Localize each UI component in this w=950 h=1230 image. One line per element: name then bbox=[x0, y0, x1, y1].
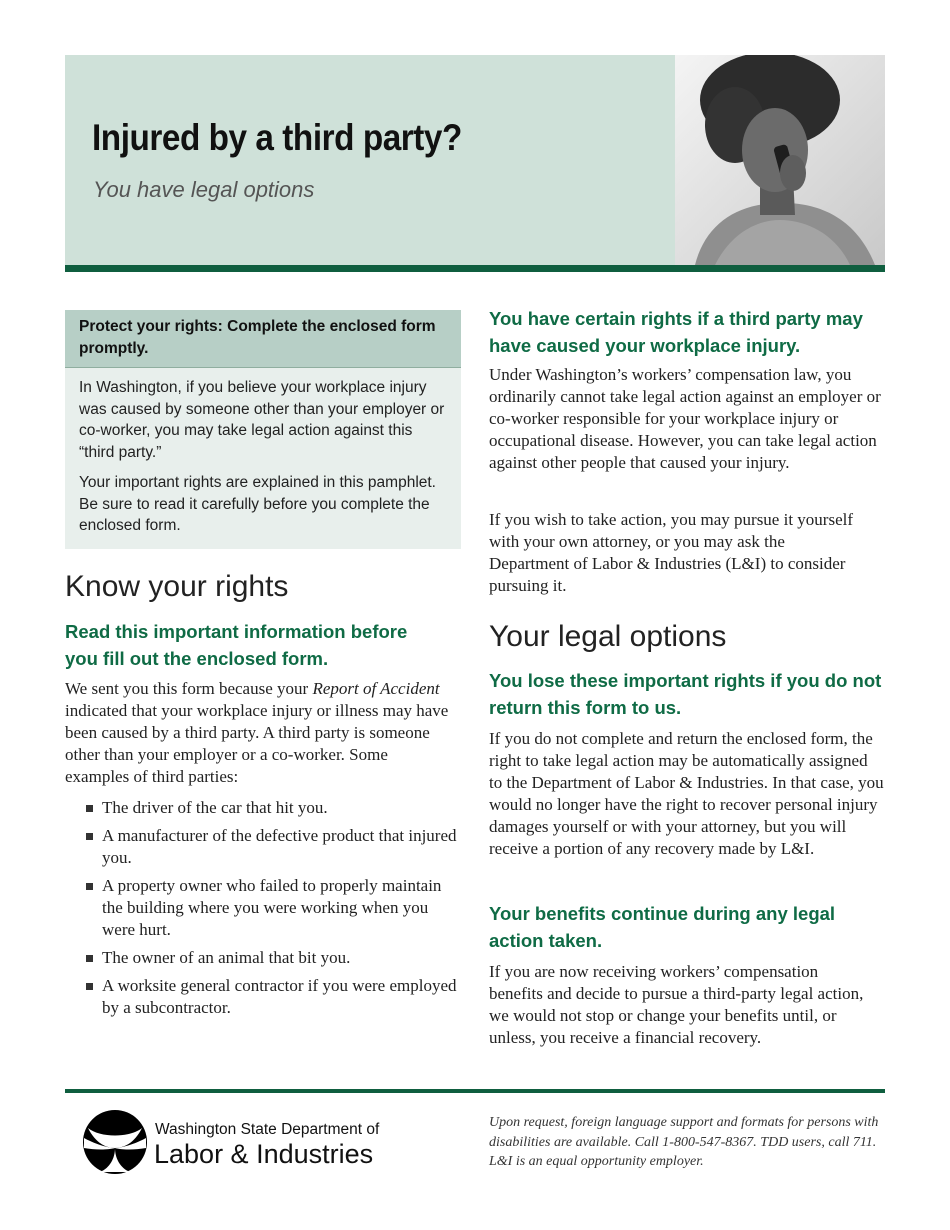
page-subtitle: You have legal options bbox=[93, 177, 315, 202]
legal-options-paragraph-2: If you are now receiving workers’ compensation benefits and decide to pursue a third-party legal action, we would not stop or change your benefits until, or unless, you receive a financial recovery. bbox=[489, 962, 864, 1047]
header-banner bbox=[65, 55, 885, 265]
list-item bbox=[65, 875, 465, 941]
know-rights-subheading: Read this important information before you fill out the enclosed form. bbox=[65, 621, 408, 669]
intro-text: We sent you this form because your bbox=[65, 679, 313, 698]
list-item-text: The owner of an animal that bit you. bbox=[102, 948, 351, 967]
list-item-text: A property owner who failed to properly maintain the building where you were working when you were hurt. bbox=[102, 876, 442, 939]
intro-text-continued: indicated that your workplace injury or illness may have been caused by a third party. A third party is someone other than your employer or a co-worker. Some examples of third parties: bbox=[65, 701, 449, 786]
know-rights-heading: Know your rights bbox=[65, 570, 289, 603]
rights-paragraph-1: Under Washington’s workers’ compensation law, you ordinarily cannot take legal action against an employer or co-worker responsible for your workplace injury or occupational disease. However, you can take legal action against other people that caused your injury. bbox=[489, 365, 881, 472]
callout-heading: Protect your rights: Complete the enclosed form promptly. bbox=[65, 310, 461, 368]
benefits-continue-subheading: Your benefits continue during any legal action taken. bbox=[489, 903, 836, 951]
photo-illustration bbox=[675, 55, 885, 265]
list-item-text: A manufacturer of the defective product that injured you. bbox=[102, 826, 457, 867]
legal-options-heading: Your legal options bbox=[489, 620, 727, 653]
page-title: Injured by a third party? bbox=[92, 117, 462, 158]
header-divider bbox=[65, 265, 885, 272]
callout-box bbox=[65, 310, 461, 549]
legal-options-paragraph-1: If you do not complete and return the enclosed form, the right to take legal action may be automatically assigned to the Department of Labor & Industries. In that case, you would no longer have the right to recover personal injury damages yourself or with your attorney, but you will receive a portion of any recovery made by L&I. bbox=[489, 729, 884, 858]
woman-on-phone-photo bbox=[675, 55, 885, 265]
bullet-square-icon bbox=[86, 883, 93, 890]
rights-paragraph-2: If you wish to take action, you may pursue it yourself with your own attorney, or you may ask the Department of Labor & Industries (L&I) to consider pursuing it. bbox=[489, 510, 854, 595]
callout-body bbox=[65, 368, 461, 549]
org-name-line1: Washington State Department of bbox=[155, 1121, 380, 1138]
accessibility-note: Upon request, foreign language support and formats for persons with disabilities are available. Call 1-800-547-8367. TDD users, call 711. L&I is an equal opportunity employer. bbox=[489, 1115, 879, 1169]
org-name-line2: Labor & Industries bbox=[154, 1139, 374, 1169]
lose-rights-subheading: You lose these important rights if you do not return this form to us. bbox=[489, 670, 882, 718]
bullet-square-icon bbox=[86, 983, 93, 990]
list-item-text: The driver of the car that hit you. bbox=[102, 798, 328, 817]
callout-paragraph: Your important rights are explained in this pamphlet. Be sure to read it carefully before you complete the enclosed form. bbox=[79, 474, 436, 534]
footer-divider bbox=[65, 1089, 885, 1093]
lni-logo-icon bbox=[80, 1108, 150, 1176]
bullet-square-icon bbox=[86, 805, 93, 812]
list-item bbox=[65, 797, 465, 819]
list-item bbox=[65, 947, 465, 969]
know-rights-intro bbox=[65, 678, 455, 788]
report-of-accident-title: Report of Accident bbox=[312, 679, 440, 698]
list-item bbox=[65, 975, 465, 1019]
bullet-square-icon bbox=[86, 833, 93, 840]
list-item-text: A worksite general contractor if you were employed by a subcontractor. bbox=[102, 976, 457, 1017]
third-party-examples-list bbox=[65, 797, 465, 1025]
bullet-square-icon bbox=[86, 955, 93, 962]
list-item bbox=[65, 825, 465, 869]
callout-paragraph: In Washington, if you believe your workplace injury was caused by someone other than your employer or co-worker, you may take legal action against this “third party.” bbox=[79, 379, 445, 461]
third-party-rights-subheading: You have certain rights if a third party may have caused your workplace injury. bbox=[489, 308, 863, 356]
